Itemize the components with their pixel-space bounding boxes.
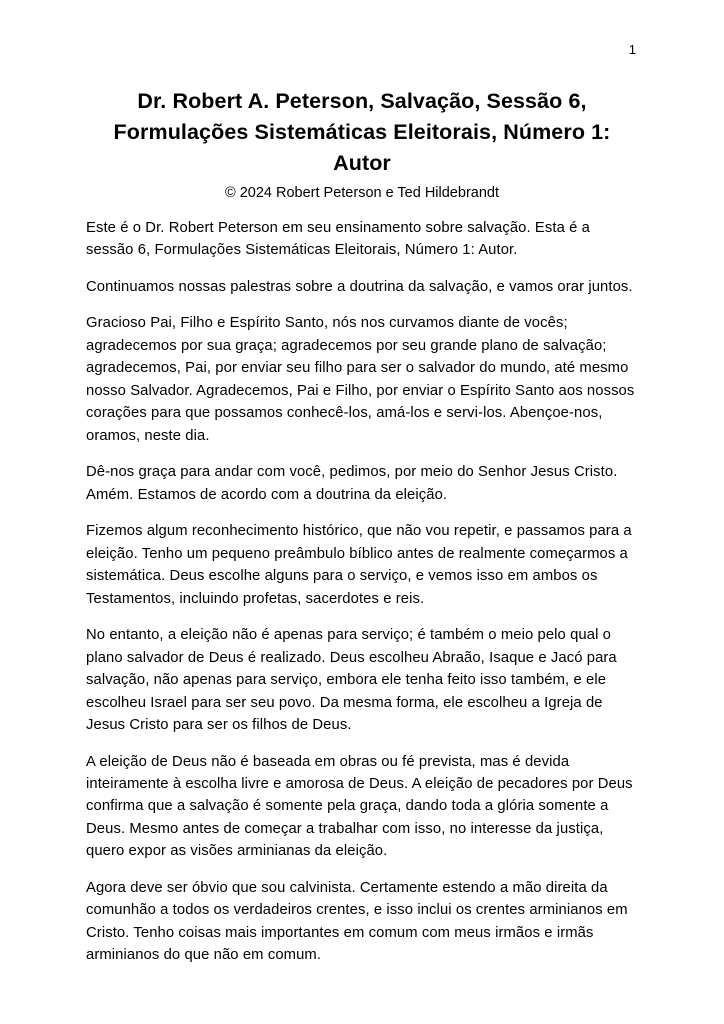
paragraph: Gracioso Pai, Filho e Espírito Santo, nós nos curvamos diante de vocês; agradecemos por sua graça; agradecemos por seu grande plano de salvação; agradecemos, Pai, por enviar seu filho para ser o salvador do mundo, até mesmo nosso Salvador. Agradecemos, Pai e Filho, por enviar o Espírito Santo aos nossos corações para que possamos conhecê-los, amá-los e servi-los. Abençoe-nos, oramos, neste dia. [86, 315, 635, 444]
paragraph: No entanto, a eleição não é apenas para serviço; é também o meio pelo qual o plano salvador de Deus é realizado. Deus escolheu Abraão, Isaque e Jacó para salvação, não apenas para serviço, embora ele tenha feito isso também, e ele escolheu Israel para ser seu povo. Da mesma forma, ele escolheu a Igreja de Jesus Cristo para ser os filhos de Deus. [86, 627, 617, 734]
paragraph: Fizemos algum reconhecimento histórico, que não vou repetir, e passamos para a eleição. Tenho um pequeno preâmbulo bíblico antes de realmente começarmos a sistemática. Deus escolhe alguns para o serviço, e vemos isso em ambos os Testamentos, incluindo profetas, sacerdotes e reis. [86, 523, 632, 607]
paragraph: Continuamos nossas palestras sobre a doutrina da salvação, e vamos orar juntos. [86, 278, 633, 295]
document-body [86, 217, 638, 967]
paragraph: Dê-nos graça para andar com você, pedimos, por meio do Senhor Jesus Cristo. Amém. Estamos de acordo com a doutrina da eleição. [86, 464, 618, 503]
copyright-line: © 2024 Robert Peterson e Ted Hildebrandt [224, 184, 499, 201]
page-number: 1 [628, 42, 636, 57]
paragraph: A eleição de Deus não é baseada em obras ou fé prevista, mas é devida inteiramente à escolha livre e amorosa de Deus. A eleição de pecadores por Deus confirma que a salvação é somente pela graça, dando toda a glória somente a Deus. Mesmo antes de começar a trabalhar com isso, no interesse da justiça, quero expor as visões arminianas da eleição. [86, 753, 633, 860]
document-title: Dr. Robert A. Peterson, Salvação, Sessão 6, Formulações Sistemáticas Eleitorais, Número 1: Autor [113, 89, 611, 176]
paragraph: Este é o Dr. Robert Peterson em seu ensinamento sobre salvação. Esta é a sessão 6, Formulações Sistemáticas Eleitorais, Número 1: Autor. [86, 219, 590, 259]
paragraph: Agora deve ser óbvio que sou calvinista. Certamente estendo a mão direita da comunhão a todos os verdadeiros crentes, e isso inclui os crentes arminianos em Cristo. Tenho coisas mais importantes em comum com meus irmãos e irmãs arminianos do que não em comum. [86, 879, 628, 964]
